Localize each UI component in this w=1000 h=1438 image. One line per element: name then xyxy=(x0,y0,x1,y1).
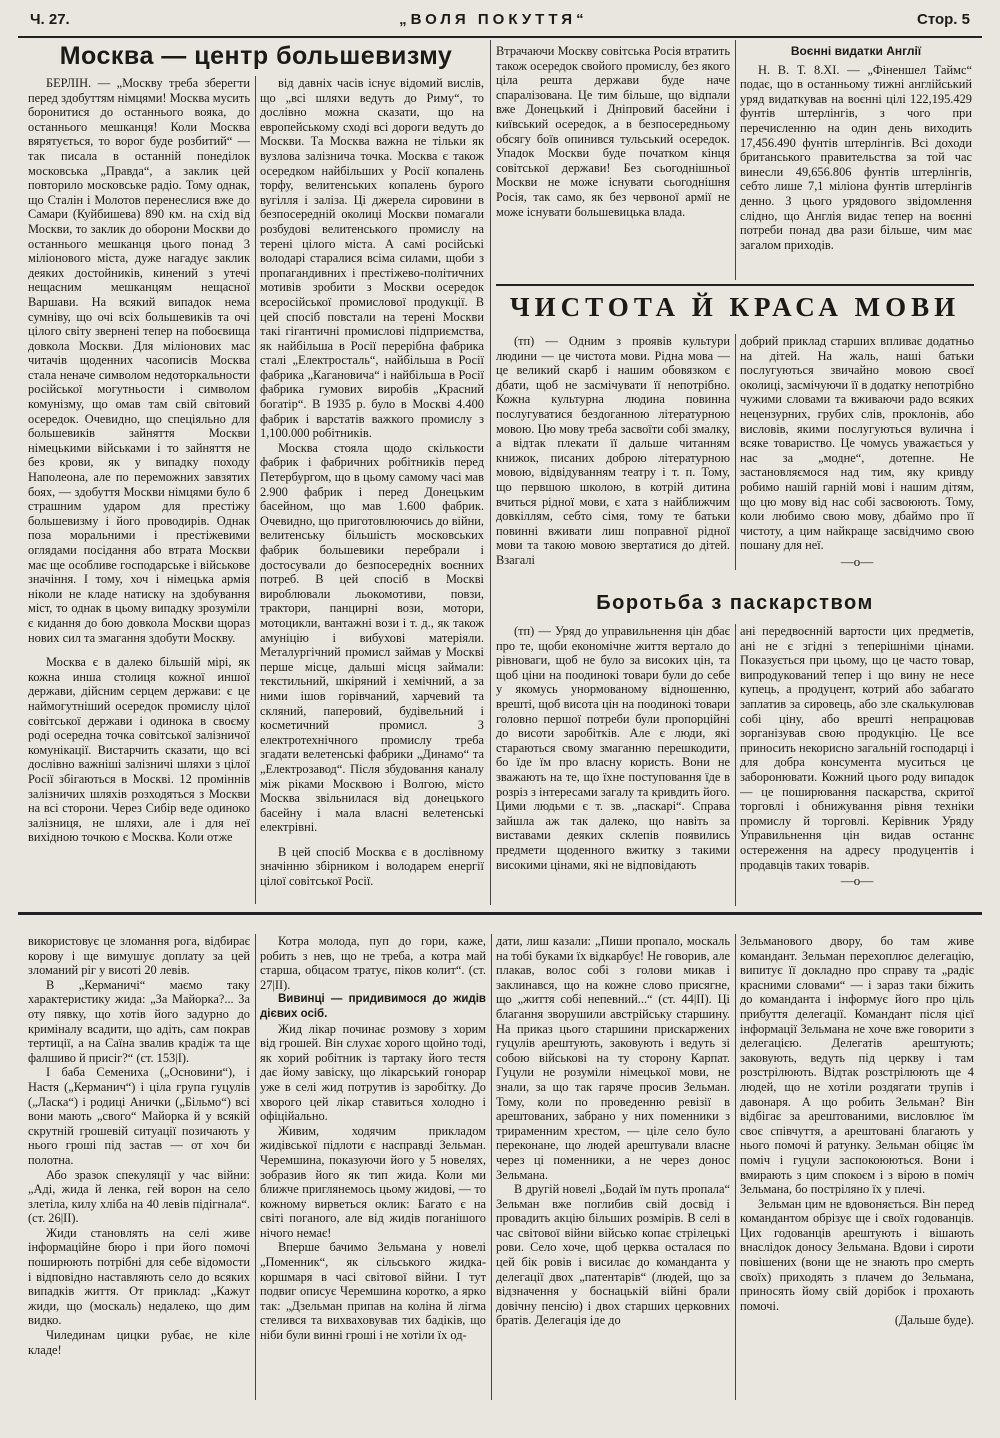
lower-col1-p2: В „Керманичі“ маємо таку характеристику жида: „За Майорка?... За оту пявку, що хотів його задурно до криміналу всадити, що адіть, сам покрав тертиції, а на Саїна звалив крадіж та ще фалшиво й присіг?“ (ст. 153|І). xyxy=(28,977,250,1065)
column-divider xyxy=(735,624,736,906)
language-left-text: (тп) — Одним з проявів культури людини — це чистота мови. Рідна мова — це великий скарб і нашим обовязком є дбати, щоб не засмічувати її непотрібно. Кожна культурна людина повинна послугуватися бездоганною літературною мовою. Цю мову треба засвоїти собі змалку, а відтак плекати її дальше читанням книжок, писаних доброю літературною мовою, відвідуванням театру і т. п. Тому, що первшою школою, в котрій дитина вчиться рідної мови, є хата з найближчим довкіллям, себто сімя, тому те батьки повинні вживати лиш поправної рідної мови та такою мовою звертатися до дітей. Взагалі xyxy=(496,334,730,567)
lower-col4-p2: Зельман цим не вдовоняється. Він перед командантом обрізує ще і своїх годованців. Цих годованців арештують і вішають внаслідок доносу Зельмана. Вдови і сироти повішених (вони ще не знають про смерть своїх) приходять з плачем до Зельмана, приносять йому свій дорібок і прохають помочі. xyxy=(740,1196,974,1313)
header-rule xyxy=(18,36,982,38)
section-separator: —о— xyxy=(840,553,874,569)
lower-col4-p1: Зельманового двору, бо там живе командант. Зельман перехоплює делегацію, випитує її докладно про справу та „радіє красними словами“ — і зараз таки біжить до команданта і інформує його про ціль прибуття делегації. Командант після цієї інформації Зельмана не хоче вже говорити з делегацією. Делегатів арештують; заковують, ведуть під церкву і там розстрілюють. Відтак розстрілюють ще 4 людей, що не хотіли роздягати трупів і давонаря. А що робить Зельман? Він відбігає за арештованими, висловлює їм своє співчуття, а арештовані благають у нього помочі й ратунку. Зельман обіцяє їм поміч і гуцули заспокоюються. Вони і вмирають з цим спокоєм і з вірою в поміч Зельмана, бо постріляно їх у плечі. xyxy=(740,934,974,1197)
language-title: ЧИСТОТА Й КРАСА МОВИ xyxy=(509,292,961,322)
lower-col1-p3: І баба Семениха („Основини“), і Настя („Керманич“) і ціла група гуцулів („Ласка“) і родиці Анички („Більмо“) всі вони мають „свого“ Майорка й у всякій скрутній грошевій ситуації позичають у нього гроші під застав — от хоч би полотна. xyxy=(28,1065,250,1167)
lower-col2-p3: Жид лікар починає розмову з хорим від грошей. Він слухає хорого щойно тоді, як хорий робітник із тартаку його тестя дає йому завіску, що лікарський гонорар уже в селі жид потрутив із заробітку. До хворого цей лікар ставиться холодно і офіційально. xyxy=(260,1021,486,1124)
paskarstvo-title: Боротьба з паскарством xyxy=(596,592,874,614)
language-right-text: добрий приклад старших впливає додатньо на дітей. На жаль, наші батьки послугуються звичайно мовою своєї околиці, засмічуючи її в додатку непотрібно чужими словами та вживаючи радо всяких нецензурних, грубих слів, проклонів, або висловів, якими послугуються вулична і всяке товариство. Це чомусь уважається у нас за „модне“, дотепне. Не застановляємося над тим, яку кривду робимо нашій гарній мові і нашим дітям, що цю мову від нас собі засвоюють. Тому, коли любимо свою мову, дбаймо про її чистоту, а цим найкраще засвідчимо свою пошану для неї. xyxy=(740,334,974,553)
section-separator: —о— xyxy=(840,873,874,889)
masthead: „ВОЛЯ ПОКУТТЯ“ xyxy=(399,10,588,28)
paskarstvo-title-wrap xyxy=(496,592,974,615)
england-text: Н. В. Т. 8.XI. — „Фіненшел Таймс“ подає, що в останньому тижні англійський уряд видаткував на воєнні цілі 122,195.429 фунтів штерлінгів, з чого при перечисленню на один день виходить 17,456.490 фунтів штерлінгів. Всі доходи британського правительства за той час винесли 49,656.806 фунтів штерлінгів, себто лише 7,1 міліона фунтів штерлінгів денно. З цього урядового звідомлення слідно, що Англія видає тепер на воєнні потреби понад два рази більше, чим має загалом приходів. xyxy=(740,62,972,252)
column-divider xyxy=(735,934,736,1400)
moscow-col2-p3: В цей спосіб Москва є в дослівному значінню збірником і володарем енергії цілої совітської Росії. xyxy=(260,844,484,889)
lower-column-3 xyxy=(496,934,730,1404)
continued-note: (Дальше буде). xyxy=(894,1313,974,1328)
column-divider xyxy=(255,76,256,904)
lower-col2-p5: Вперше бачимо Зельмана у новелі „Поменник“, як сільського жидка-коршмаря в часі світової війни. І тут подвиг описує Черемшина коротко, а яркo так: „Дзельман припав на коліна й лігма стелився та вихваховував тих бадіків, що ніби були винні гроші і не хотіли їх од- xyxy=(260,1240,486,1343)
lower-col1-p6: Чилединам цицки рубає, не кіле кладе! xyxy=(28,1328,250,1357)
lower-col1-p5: Жиди становлять на селі живе інформаційне бюро і при його помочі поширюють потрібні для себе відомости і відповідно наставляють село до всяких випадків життя. От приклад: „Кажут жиди, що (москаль) недалеко, що дим видко. xyxy=(28,1225,250,1328)
moscow-col2-p1: від давніх часів існує відомий вислів, що „всі шляхи ведуть до Риму“, то дослівно можна сказати, що на европейському сході всі дороги ведуть до Москви. Та Москва важна не тільки як вузлова залізнича точка. Москва є також осередком найбільших у Росії копалень торфу, велитенських копалень бурого вугілля і заліза. Ці джерела сировини в безпосередній околиці Москви помагали розбудові велитенського промислу на терені цілого міста. А самі російські володарі старалися всіма силами, щоби з пропагандивних і престіжево-політичних мотивів зробити з Москви осередок всеросійської промислової продукції. В цей спосіб повстали на терені Москви такі гігантичні промислові підприємства, як найбільша в Росії перерібна фабрика сталі „Електросталь“, найбільша в Росії фабрика „Кагановичa“ і найбільша в Росії фабрика гумових виробів „Красний богатір“. В 1935 р. було в Москві 4.400 фабрик і варстатів важкого промислу з 1,100.000 робітників. xyxy=(260,76,484,441)
lower-column-4 xyxy=(740,934,974,1404)
lower-col1-p4: Або зразок спекуляції у час війни: „Аді, жида й ленка, гей ворон на село злетіла, килу хліба на 40 левів підігнала“. (ст. 26|ІІ). xyxy=(28,1167,250,1226)
lower-col3-p2: В другій новелі „Бодай їм путь пропала“ Зельман вже поглибив свій досвід і провадить акцію більших розмірів. В селі в час світової війни військо копає стрілецькі рови. Село хоче, щоб церква осталася по цей бік ровів і висилає до команданта у делегації двох „патентарів“ (людей, що за відзначення у боснацькій війні брали довічну пенсію) і двох старших церковних братів. Делегація іде до xyxy=(496,1182,730,1328)
language-title-wrap xyxy=(496,292,974,323)
lower-col2-subhead: Вивинці — придивимося до жидів дієвих осіб. xyxy=(260,993,486,1020)
lower-column-2 xyxy=(260,934,486,1404)
moscow-column-2 xyxy=(260,76,484,906)
language-column-right xyxy=(740,334,974,574)
paskarstvo-right-text: ані передвоєнній вартости цих предметів, ані не є згідні з теперішніми цінами. Показується при цьому, що це часто товар, випродукований тепер і що вину не несе купець, а продуцент, котрий або забагато заплатив за сировець, або зле скалькулював собі ціну, або врешті непрацював зорганізував свою продукцію. Це все приносить некорисно загальній господарці і для добра консумента муситься це заборонювати. Кожний цього роду випадок — це поширювання паскарства, скритої торговлі і обнижування рівня техніки промислу й торговлі. Керівник Уряду Управильнення цін видав останнє остереження на адресу продуцентів і продавців таких товарів. xyxy=(740,624,974,872)
moscow-col1-p2: Москва є в далеко більшій мірі, як кожна инша столиця кожної иншої держави, дійсним серцем держави: є це наймогутніший осередок промислу цілої совітської держави і одинока в своєму роді осередна точка совітської залізничої комунікації. Вистарчить сказати, що всі дослівно важніші залізничі шляхи з цілої Росії збігаються в Москві. 12 проміннів залізничих шляхів розходяться з Москви на всі сторони. Через Сибір веде одиноко залізниця, не шляхи, але і для неї вихідною точкою є Москва. Коли отже xyxy=(28,655,250,845)
lower-col2-p4: Живим, ходячим прикладом жидівської підлоти є насправді Зельман. Черемшина, показуючи його у 5 новелях, зобразив його як тип жида. Коли ми ближче приглянемось цьому жидові, — то кожному вирветься оклик: Багато є на світі поганого, але від жидів поганішого нічого немає! xyxy=(260,1123,486,1240)
england-title: Воєнні видатки Англії xyxy=(790,44,922,58)
moscow-title: Москва — центр большевизму xyxy=(59,42,453,70)
paskarstvo-column-left xyxy=(496,624,730,908)
column-divider xyxy=(255,934,256,1400)
column-divider xyxy=(490,40,491,905)
lower-col2-p1: Котра молода, пуп до гори, каже, робить з нев, що не треба, а котра май старша, обцасом тратує, піков колит“. (ст. 27|ІІ). xyxy=(260,934,486,992)
lower-col1-p1: використовує це зломання рога, відбирає корову і ще вимушує доплату за цей зломаний ріг у висоті 20 левів. xyxy=(28,934,250,978)
moscow-col3-p1: Втрачаючи Москву совітська Росія втратить також осередок свойого промислу, без якого ціла решта держави буде наче спаралізована. Це тим більше, що відпали вже Донецький і Дніпровий басейни і київський осередок, а в безпосередньому обсягу боїв опинився тульський осередок. Упадок Москви буде початком кінця совітської держави! Без сьогоднішньої Москви не може існувати сьогоднішня Росія, так само, як без червоної армії не може існувати большевицька влада. xyxy=(496,44,730,219)
section-rule xyxy=(496,284,974,286)
england-article xyxy=(740,44,972,280)
page-header xyxy=(30,6,970,32)
page-number: Стор. 5 xyxy=(917,10,970,28)
paskarstvo-left-text: (тп) — Уряд до управильнення цін дбає про те, щоби економічне життя вертало до рівноваги, щоб не було за високих цін, та щоб ціни на поодинокі товари були до себе у якомусь унормованому відношенню, врешті, щоб висота цін на поодинокі товари головно першої потреби були пропорційні до висоти заробітків. Але є люди, які стараються свому змаганню перешкодити, бо їде їм про власну користь. Вони не зважають на те, що їхне поступовання їде в розріз з інтересами загалу та кривдить його. Цими людьми є т. зв. „паскарі“. Справа зайшла аж так далеко, що навіть за виставами деяких склепів появились предмети щоденного вжитку з такими високими цінами, які не відповідають xyxy=(496,624,730,872)
moscow-col2-p2: Москва стояла щодо скількости фабрик і фабричних робітників перед Петербургом, що в цьому самому часі мав 2.900 фабрик і перед Донецьким басейном, що мав 1.600 фабрик. Очевидно, що приготовлюючись до війни, велитенську більшість московських фабрик большевики перебрали і достосували до безпосередніх воєнних потреб. В цей спосіб в Москві вироблювали льокомотиви, повзи, трактори, панцирні вози, мотори, мотоцикли, вантажні вози і т. д., як також амуніцію і вибухові матеріяли. Металургічний промисл займав у Москві перше місце, дальші місця займали: текстильний, шкіряний і хемічний, а за ними ішов горівчаний, харчевий та скляний, паперовий, будівельний і косметичний промисл. З електротехнічного промислу треба згадати велетенські фабрики „Динамо“ та „Електрозавод“. Після збудовання каналу між ріками Москвою і Волгою, місто Москва звільнилася від донецького басейну і мала власні велетенські електрівні. xyxy=(260,440,484,835)
column-divider xyxy=(491,934,492,1400)
language-column-left xyxy=(496,334,730,574)
moscow-column-3 xyxy=(496,44,730,280)
lower-column-1 xyxy=(28,934,250,1404)
issue-number: Ч. 27. xyxy=(30,10,70,28)
moscow-title-wrap xyxy=(28,40,484,78)
column-divider xyxy=(735,40,736,280)
lower-col3-p1: дати, лиш казали: „Пиши пропало, москаль на тобі буками їх відкарбує! Не говорив, але плакав, волос собі з голови микав і заклинався, що на кожне слово присягне, що „життя собі непевний...“ (ст. 44|ІІ). Ці благання зворушили австрійську старшину. На приказ цього старшини прискаржених гуцулів арештують, заковують і ведуть зі собою військові на ту сторону Карпат. Гуцули не розуміли німецької мови, не знали, за що так гаряче просив Зельман. Тому, коли по проведенню ревізії в арештованих, забрано у них поменники з трираменним хрестом, — ціле село було переконане, що людей арештували власне через ці поменники, а не через донос Зельмана. xyxy=(496,934,730,1182)
moscow-col1-p1: БЕРЛІН. — „Москву треба зберегти перед здобуттям німцями! Москва мусить боронитися до останнього вояка, до останнього мешканця! Коли Москва вярятується, то ворог буде розбитий“ — так писала в останній понеділок московська „Правда“, а заклик цей повторило московське радіо. Тому однак, що Сталін і Молотов перенеслися вже до Самари (Куйбишева) 890 км. на схід від Москви, то заклик до оборони Москви до останнього мешканця цього понад 3 міліонового міста, дуже нагадує заклик деяких достойників, кинений з утечі нещасним мешканцям нещасної Варшави. На всякий випадок нема сумніву, що очі всіх большевиків та очі цілого світу звернені тепер на побоєвища довкола Москви. Для міліонових мас читачів щоденних часописів Москва стала неначе символом недоторкальности російської могутньости і символом комунізму, що омав там свій світовий осередок. Очевидно, що спеціяльно для большевиків зайняття Москви німецькими військами і то зайняття не без крови, як у випадку походу Наполеона, але по переможних завзятих боях, — здобуття Москви німцями було б страшним ударом для престіжу большевизму і його проводирів. Однак поза моральними і престіжевими оглядами посідання або втрата Москви має ще особливе господарське і військове значіння. І тому, хоч і німецька армія ніколи не кладе натиску на здобування міст, то однак в цьому випадку зрозуміли є кидання до бою довкола Москви щораз нових сил та змагання здобути Москву. xyxy=(28,76,250,645)
paskarstvo-column-right xyxy=(740,624,974,908)
section-rule-heavy xyxy=(18,912,982,915)
moscow-column-1 xyxy=(28,76,250,906)
column-divider xyxy=(735,334,736,570)
